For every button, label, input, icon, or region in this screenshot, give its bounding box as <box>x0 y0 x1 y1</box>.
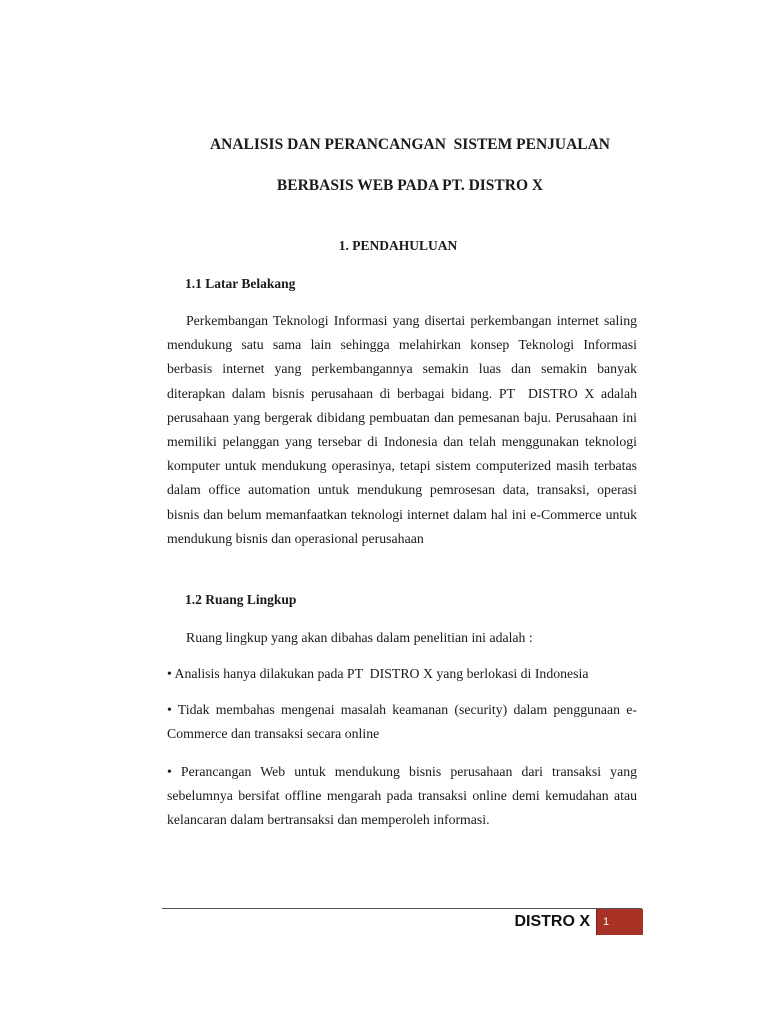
bullet-item-1: • Analisis hanya dilakukan pada PT DISTRO X yang berlokasi di Indonesia <box>167 666 589 681</box>
footer-brand: DISTRO X <box>514 913 590 930</box>
title-line-2: BERBASIS WEB PADA PT. DISTRO X <box>276 177 544 194</box>
bullet-item-2: • Tidak membahas mengenai masalah keamanan (security) dalam penggunaan e-Commerce dan transaksi secara online <box>167 702 637 742</box>
document-title <box>120 131 700 200</box>
subsection-heading-ruang-lingkup: 1.2 Ruang Lingkup <box>185 592 297 607</box>
bullet-item-3: • Perancangan Web untuk mendukung bisnis perusahaan dari transaksi yang sebelumnya bersifat offline mengarah pada transaksi online demi kemudahan atau kelancaran dalam bertransaksi dan memperoleh informasi. <box>167 764 637 828</box>
footer-page-number: 1 <box>596 909 643 935</box>
paragraph-latar-belakang: Perkembangan Teknologi Informasi yang disertai perkembangan internet saling mendukung satu sama lain sehingga melahirkan konsep Teknologi Informasi berbasis internet yang perkembangannya semakin luas dan semakin banyak diterapkan dalam bisnis perusahaan di berbagai bidang. PT DISTRO X adalah perusahaan yang bergerak dibidang pembuatan dan pemesanan baju. Perusahaan ini memiliki pelanggan yang tersebar di Indonesia dan telah menggunakan teknologi komputer untuk mendukung operasinya, tetapi sistem computerized masih terbatas dalam office automation untuk mendukung pemrosesan data, transaksi, operasi bisnis dan belum memanfaatkan teknologi internet dalam hal ini e-Commerce untuk mendukung bisnis dan operasional perusahaan <box>167 313 641 546</box>
title-line-1: ANALISIS DAN PERANCANGAN SISTEM PENJUALAN <box>209 136 611 153</box>
paragraph-ruang-lingkup-intro: Ruang lingkup yang akan dibahas dalam penelitian ini adalah : <box>186 630 533 645</box>
section-heading: 1. PENDAHULUAN <box>338 238 458 253</box>
subsection-heading-latar-belakang: 1.1 Latar Belakang <box>185 276 296 291</box>
